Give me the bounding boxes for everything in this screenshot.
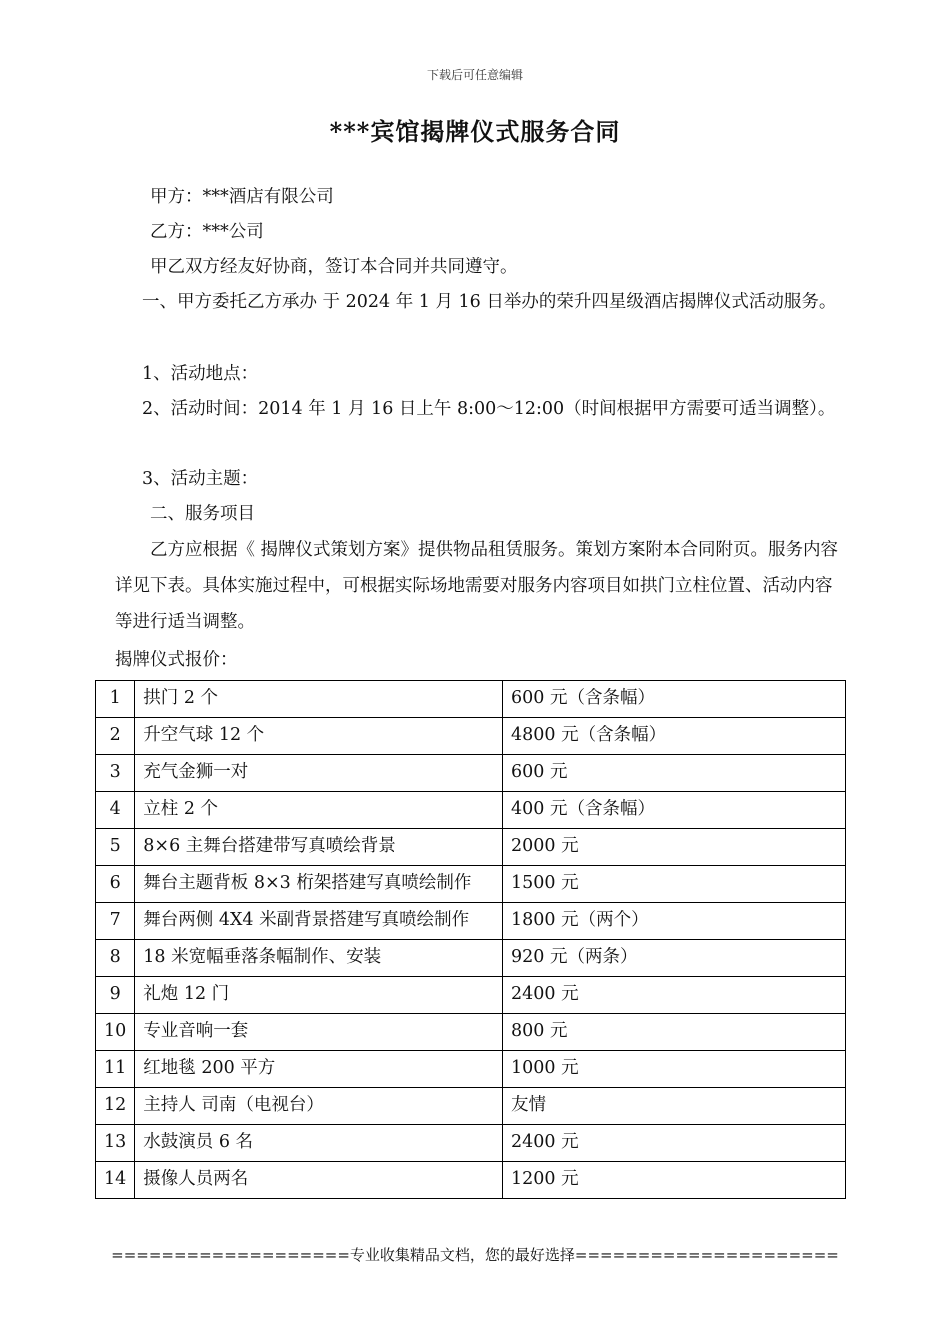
row-price: 600 元（含条幅）: [503, 681, 846, 718]
item-theme: 3、活动主题：: [142, 469, 259, 489]
row-number: 9: [96, 977, 135, 1014]
row-number: 12: [96, 1088, 135, 1125]
row-item: 立柱 2 个: [135, 792, 503, 829]
table-row: [96, 792, 846, 829]
row-number: 6: [96, 866, 135, 903]
row-item: 专业音响一套: [135, 1014, 503, 1051]
service-description: 乙方应根据《 揭牌仪式策划方案》提供物品租赁服务。策划方案附本合同附页。服务内容详见下表。具体实施过程中，可根据实际场地需要对服务内容项目如拱门立柱位置、活动内容等进行适当调整。: [115, 540, 839, 632]
table-row: [96, 1162, 846, 1199]
row-price: 1200 元: [503, 1162, 846, 1199]
row-number: 1: [96, 681, 135, 718]
section-2: 二、服务项目: [150, 504, 255, 524]
price-table: [95, 680, 846, 1199]
section-1: 一、甲方委托乙方承办 于 2024 年 1 月 16 日举办的荣升四星级酒店揭牌仪式活动服务。: [142, 292, 837, 312]
row-price: 600 元: [503, 755, 846, 792]
table-row: [96, 1014, 846, 1051]
table-row: [96, 681, 846, 718]
price-label: 揭牌仪式报价：: [115, 650, 238, 670]
row-price: 1500 元: [503, 866, 846, 903]
row-number: 14: [96, 1162, 135, 1199]
row-item: 舞台主题背板 8×3 桁架搭建写真喷绘制作: [135, 866, 503, 903]
row-price: 友情: [503, 1088, 846, 1125]
item-location: 1、活动地点：: [142, 364, 259, 384]
row-item: 舞台两侧 4X4 米副背景搭建写真喷绘制作: [135, 903, 503, 940]
row-price: 1000 元: [503, 1051, 846, 1088]
row-item: 拱门 2 个: [135, 681, 503, 718]
party-a: 甲方：***酒店有限公司: [150, 187, 334, 207]
table-row: [96, 977, 846, 1014]
item-time: 2、活动时间：2014 年 1 月 16 日上午 8:00～12:00（时间根据甲方需要可适当调整）。: [142, 399, 836, 419]
table-row: [96, 718, 846, 755]
row-number: 2: [96, 718, 135, 755]
row-number: 4: [96, 792, 135, 829]
party-b: 乙方：***公司: [150, 222, 264, 242]
row-price: 2400 元: [503, 1125, 846, 1162]
document-title: ***宾馆揭牌仪式服务合同: [329, 117, 621, 146]
row-number: 3: [96, 755, 135, 792]
row-item: 8×6 主舞台搭建带写真喷绘背景: [135, 829, 503, 866]
table-row: [96, 1088, 846, 1125]
table-row: [96, 1125, 846, 1162]
row-price: 1800 元（两个）: [503, 903, 846, 940]
row-price: 2000 元: [503, 829, 846, 866]
table-row: [96, 1051, 846, 1088]
row-item: 水鼓演员 6 名: [135, 1125, 503, 1162]
table-row: [96, 903, 846, 940]
table-row: [96, 829, 846, 866]
row-item: 升空气球 12 个: [135, 718, 503, 755]
row-price: 400 元（含条幅）: [503, 792, 846, 829]
row-number: 5: [96, 829, 135, 866]
footer-banner: ===================专业收集精品文档，您的最好选择=====================: [111, 1246, 839, 1264]
table-row: [96, 866, 846, 903]
row-price: 920 元（两条）: [503, 940, 846, 977]
row-item: 礼炮 12 门: [135, 977, 503, 1014]
row-item: 充气金狮一对: [135, 755, 503, 792]
row-number: 11: [96, 1051, 135, 1088]
agreement-text: 甲乙双方经友好协商，签订本合同并共同遵守。: [150, 257, 518, 277]
row-price: 4800 元（含条幅）: [503, 718, 846, 755]
row-price: 2400 元: [503, 977, 846, 1014]
row-item: 18 米宽幅垂落条幅制作、安装: [135, 940, 503, 977]
row-number: 8: [96, 940, 135, 977]
row-price: 800 元: [503, 1014, 846, 1051]
table-row: [96, 940, 846, 977]
row-number: 7: [96, 903, 135, 940]
table-row: [96, 755, 846, 792]
header-note: 下载后可任意编辑: [426, 68, 523, 82]
row-item: 红地毯 200 平方: [135, 1051, 503, 1088]
row-item: 摄像人员两名: [135, 1162, 503, 1199]
row-item: 主持人 司南（电视台）: [135, 1088, 503, 1125]
row-number: 10: [96, 1014, 135, 1051]
row-number: 13: [96, 1125, 135, 1162]
